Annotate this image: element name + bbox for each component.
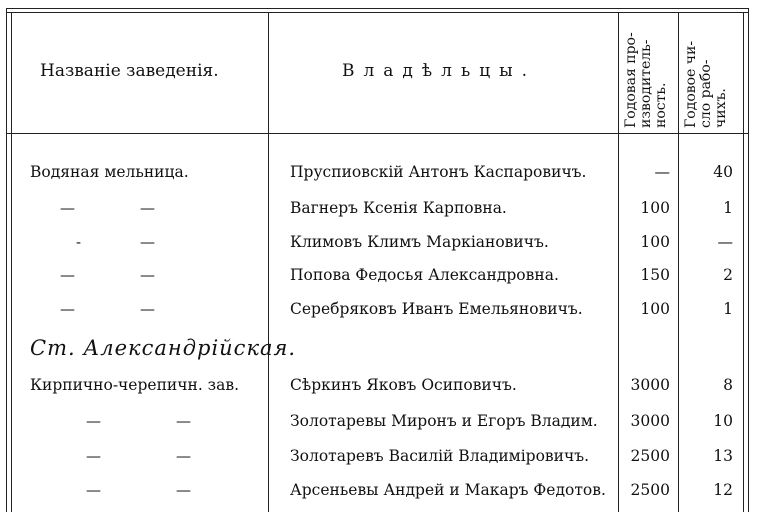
ditto-mark: — xyxy=(60,199,75,217)
column-divider-3 xyxy=(678,12,679,512)
row-owner: Сѣркинъ Яковъ Осиповичъ. xyxy=(290,376,517,394)
ditto-mark: — xyxy=(60,300,75,318)
row-owner: Пруспиовскій Антонъ Каспаровичъ. xyxy=(290,163,587,181)
header-bottom-rule xyxy=(6,133,748,134)
ditto-mark: — xyxy=(140,233,155,251)
row-workers: 8 xyxy=(723,376,733,394)
row-production: 100 xyxy=(640,199,670,217)
section-title: Ст. Александрійская. xyxy=(30,336,297,360)
ditto-mark: — xyxy=(86,481,101,499)
header-workers: Годовое чи- сло рабо- чихъ. xyxy=(683,40,729,128)
row-workers: 10 xyxy=(713,412,733,430)
row-workers: 1 xyxy=(723,199,733,217)
header-name: Названіе заведенія. xyxy=(40,61,219,81)
row-production: — xyxy=(654,163,670,181)
column-divider-1 xyxy=(268,12,269,512)
row-production: 100 xyxy=(640,300,670,318)
ditto-mark: — xyxy=(176,412,191,430)
row-production: 3000 xyxy=(630,376,670,394)
row-owner: Климовъ Климъ Маркіановичъ. xyxy=(290,233,549,251)
ditto-mark: — xyxy=(86,412,101,430)
row-production: 2500 xyxy=(630,481,670,499)
row-production: 100 xyxy=(640,233,670,251)
top-double-rule-inner xyxy=(6,12,748,13)
row-workers: 1 xyxy=(723,300,733,318)
right-border xyxy=(748,8,749,512)
left-border-inner xyxy=(11,12,12,512)
top-double-rule xyxy=(6,8,748,9)
row-production: 150 xyxy=(640,266,670,284)
ditto-mark: — xyxy=(60,266,75,284)
row-workers: 12 xyxy=(713,481,733,499)
row-owner: Арсеньевы Андрей и Макаръ Федотов. xyxy=(290,481,606,499)
ditto-mark: - xyxy=(76,233,82,251)
row-owner: Золотаревы Миронъ и Егоръ Владим. xyxy=(290,412,598,430)
ditto-mark: — xyxy=(140,266,155,284)
ditto-mark: — xyxy=(86,447,101,465)
row-name: Водяная мельница. xyxy=(30,163,189,181)
row-owner: Вагнеръ Ксенія Карповна. xyxy=(290,199,507,217)
column-divider-2 xyxy=(618,12,619,512)
ditto-mark: — xyxy=(140,199,155,217)
row-owner: Серебряковъ Иванъ Емельяновичъ. xyxy=(290,300,583,318)
ditto-mark: — xyxy=(140,300,155,318)
row-production: 3000 xyxy=(630,412,670,430)
row-name: Кирпично-черепичн. зав. xyxy=(30,376,240,394)
row-owner: Попова Федосья Александровна. xyxy=(290,266,559,284)
header-owners: Владѣльцы. xyxy=(342,61,537,81)
row-workers: 2 xyxy=(723,266,733,284)
ditto-mark: — xyxy=(176,481,191,499)
row-production: 2500 xyxy=(630,447,670,465)
left-border xyxy=(6,8,7,512)
ditto-mark: — xyxy=(176,447,191,465)
row-workers: 40 xyxy=(713,163,733,181)
right-border-inner xyxy=(743,12,744,512)
row-workers: 13 xyxy=(713,447,733,465)
row-owner: Золотаревъ Василій Владиміровичъ. xyxy=(290,447,590,465)
row-workers: — xyxy=(717,233,733,251)
header-production: Годовая про- изводитель- ность. xyxy=(623,32,669,128)
